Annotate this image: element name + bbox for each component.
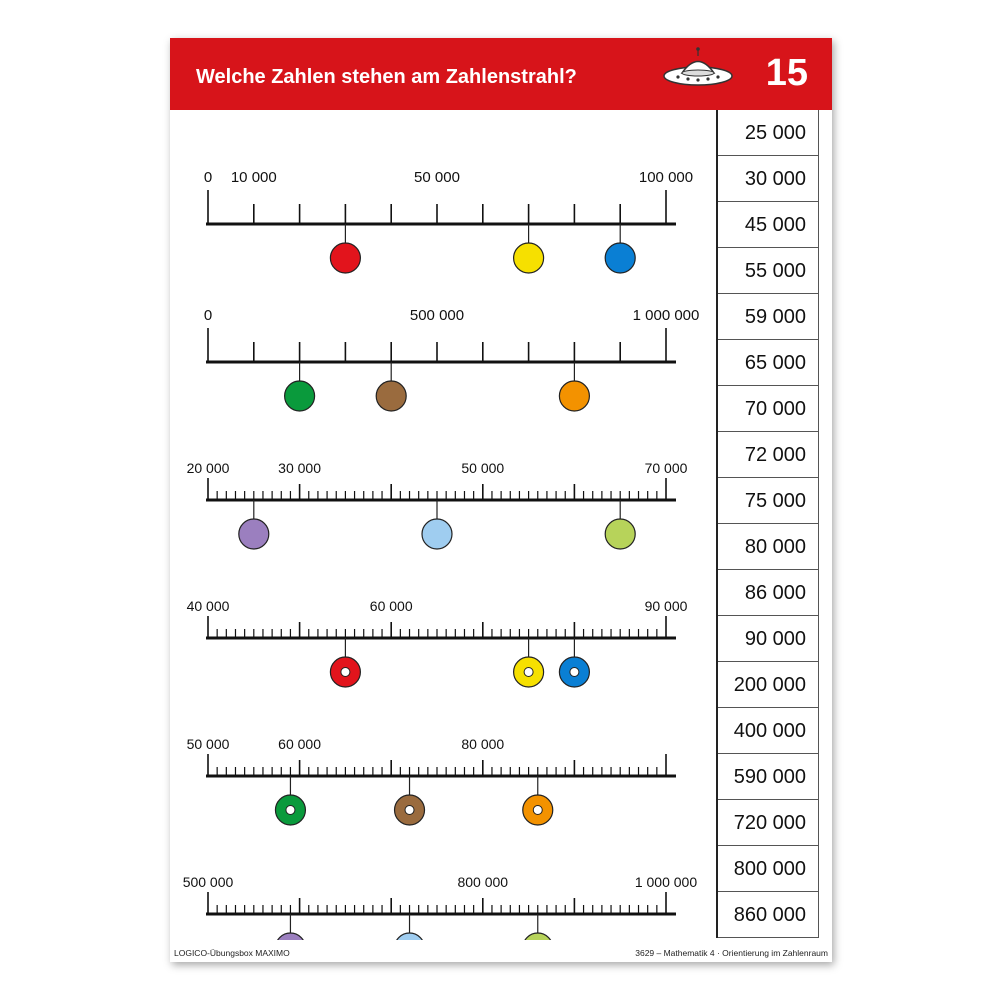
marker-dot (523, 933, 553, 940)
tick-label: 50 000 (461, 460, 505, 476)
answer-cell[interactable]: 65 000 (718, 340, 818, 386)
answer-cell[interactable]: 72 000 (718, 432, 818, 478)
answer-cell[interactable]: 90 000 (718, 616, 818, 662)
header-bar (170, 38, 832, 110)
answer-cell[interactable]: 590 000 (718, 754, 818, 800)
answer-cell[interactable]: 80 000 (718, 524, 818, 570)
tick-label: 40 000 (186, 598, 230, 614)
marker-dot (605, 519, 635, 549)
tick-label: 0 (203, 307, 213, 324)
marker-dot (514, 243, 544, 273)
marker-hole (524, 668, 533, 677)
tick-label: 1 000 000 (632, 307, 700, 324)
tick-label: 10 000 (230, 169, 277, 186)
number-line (204, 169, 693, 273)
task-number: 15 (765, 52, 808, 94)
tick-label: 1 000 000 (634, 874, 698, 890)
answer-cell[interactable]: 720 000 (718, 800, 818, 846)
number-line (187, 736, 676, 825)
page-title: Welche Zahlen stehen am Zahlenstrahl? (196, 66, 577, 88)
footer-right: 3629 – Mathematik 4 · Orientierung im Zahlenraum (635, 948, 828, 958)
marker-hole (405, 806, 414, 815)
marker-dot (330, 243, 360, 273)
tick-label: 90 000 (644, 598, 688, 614)
exercise-card (170, 38, 832, 962)
marker-hole (570, 668, 579, 677)
tick-label: 30 000 (278, 460, 322, 476)
tick-label: 60 000 (278, 736, 322, 752)
ufo-icon (660, 46, 736, 92)
footer-left: LOGICO-Übungsbox MAXIMO (174, 948, 290, 958)
answer-cell[interactable]: 860 000 (718, 892, 818, 938)
marker-dot (239, 519, 269, 549)
answer-cell[interactable]: 70 000 (718, 386, 818, 432)
marker-hole (533, 806, 542, 815)
marker-dot (285, 381, 315, 411)
marker-dot (422, 519, 452, 549)
tick-label: 800 000 (457, 874, 509, 890)
answer-cell[interactable]: 75 000 (718, 478, 818, 524)
answer-cell[interactable]: 30 000 (718, 156, 818, 202)
tick-label: 70 000 (644, 460, 688, 476)
tick-label: 100 000 (638, 169, 694, 186)
number-line (204, 307, 700, 411)
answer-column (716, 110, 819, 938)
answer-cell[interactable]: 55 000 (718, 248, 818, 294)
answer-cell[interactable]: 400 000 (718, 708, 818, 754)
answer-cell[interactable]: 200 000 (718, 662, 818, 708)
answer-cell[interactable]: 86 000 (718, 570, 818, 616)
marker-dot (275, 933, 305, 940)
answer-cell[interactable]: 800 000 (718, 846, 818, 892)
marker-dot (559, 381, 589, 411)
number-line (187, 598, 688, 687)
answer-cell[interactable]: 25 000 (718, 110, 818, 156)
marker-hole (341, 668, 350, 677)
answer-cell[interactable]: 45 000 (718, 202, 818, 248)
answer-cell[interactable]: 59 000 (718, 294, 818, 340)
tick-label: 0 (203, 169, 213, 186)
tick-label: 80 000 (461, 736, 505, 752)
number-lines-area (170, 110, 716, 940)
marker-dot (395, 933, 425, 940)
tick-label: 20 000 (186, 460, 230, 476)
number-line (183, 874, 698, 940)
tick-label: 500 000 (409, 307, 465, 324)
tick-label: 50 000 (414, 169, 460, 186)
marker-dot (376, 381, 406, 411)
tick-label: 500 000 (182, 874, 234, 890)
tick-label: 50 000 (186, 736, 230, 752)
marker-dot (605, 243, 635, 273)
marker-hole (286, 806, 295, 815)
tick-label: 60 000 (369, 598, 413, 614)
number-line (187, 460, 688, 549)
